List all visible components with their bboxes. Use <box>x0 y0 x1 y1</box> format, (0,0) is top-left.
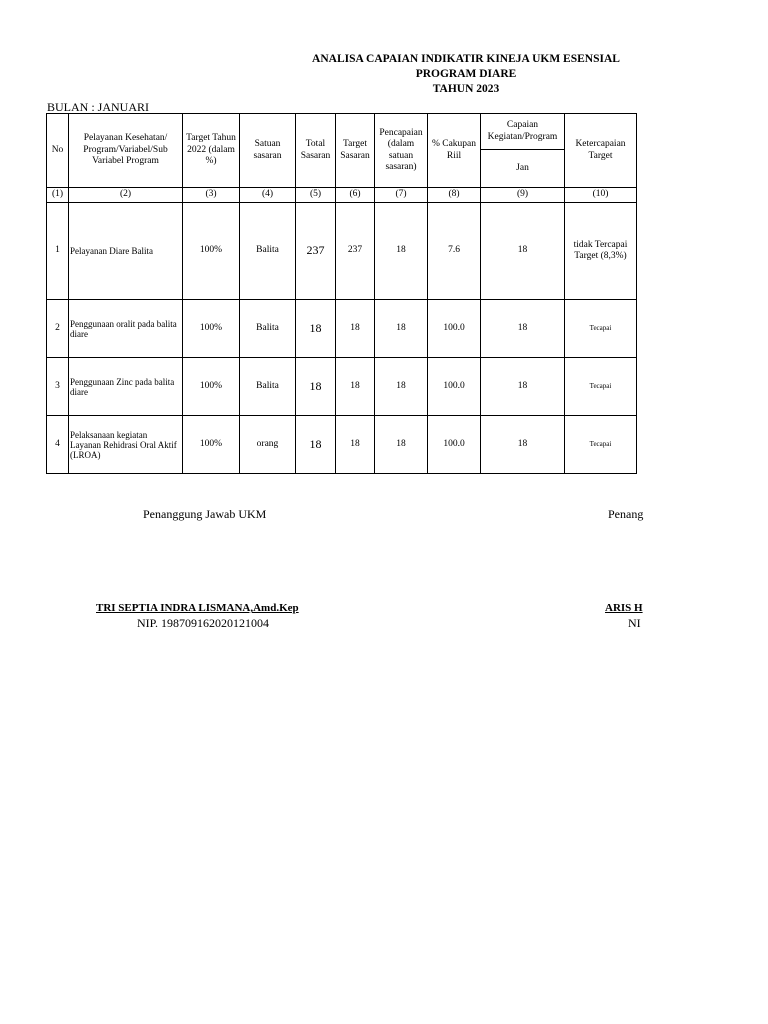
row-capaian: 18 <box>481 203 565 300</box>
header-pelayanan: Pelayanan Kesehatan/ Program/Variabel/Sub Variabel Program <box>69 114 183 188</box>
header-cakupan: % Cakupan Riil <box>428 114 481 188</box>
col-number: (7) <box>375 188 428 203</box>
row-target-sasaran: 237 <box>336 203 375 300</box>
row-pencapaian: 18 <box>375 416 428 474</box>
col-number: (10) <box>565 188 637 203</box>
row-name: Penggunaan Zinc pada balita diare <box>69 358 183 416</box>
right-signature-nip: NI <box>628 616 641 630</box>
left-signature-name: TRI SEPTIA INDRA LISMANA,Amd.Kep <box>96 602 299 614</box>
row-target-sasaran: 18 <box>336 300 375 358</box>
header-ketercapaian: Ketercapaian Target <box>565 114 637 188</box>
header-total: Total Sasaran <box>296 114 336 188</box>
col-number: (1) <box>47 188 69 203</box>
indicator-table <box>46 113 637 474</box>
col-number: (9) <box>481 188 565 203</box>
month-label: BULAN : JANUARI <box>47 100 149 114</box>
row-capaian: 18 <box>481 300 565 358</box>
table-row <box>47 300 637 358</box>
col-number: (4) <box>240 188 296 203</box>
right-signature-role: Penang <box>608 507 644 521</box>
table-row <box>47 358 637 416</box>
header-capaian-month: Jan <box>481 150 565 188</box>
row-total: 237 <box>296 203 336 300</box>
row-name: Pelayanan Diare Balita <box>69 203 183 300</box>
row-target: 100% <box>183 203 240 300</box>
row-total: 18 <box>296 358 336 416</box>
right-signature-name: ARIS H <box>605 602 643 614</box>
row-cakupan: 100.0 <box>428 300 481 358</box>
header-target-tahun: Target Tahun 2022 (dalam %) <box>183 114 240 188</box>
row-pencapaian: 18 <box>375 203 428 300</box>
report-title: ANALISA CAPAIAN INDIKATIR KINEJA UKM ESENSIAL <box>312 53 620 65</box>
row-cakupan: 100.0 <box>428 358 481 416</box>
row-no: 1 <box>47 203 69 300</box>
row-target-sasaran: 18 <box>336 358 375 416</box>
col-number: (6) <box>336 188 375 203</box>
header-no: No <box>47 114 69 188</box>
row-cakupan: 7.6 <box>428 203 481 300</box>
header-capaian: Capaian Kegiatan/Program <box>481 114 565 150</box>
row-capaian: 18 <box>481 416 565 474</box>
row-no: 3 <box>47 358 69 416</box>
left-signature-role: Penanggung Jawab UKM <box>143 507 267 521</box>
row-satuan: Balita <box>240 203 296 300</box>
report-year: TAHUN 2023 <box>432 83 500 95</box>
row-satuan: Balita <box>240 300 296 358</box>
indicator-table-clip <box>46 113 638 476</box>
col-number: (8) <box>428 188 481 203</box>
report-subtitle: PROGRAM DIARE <box>415 68 517 80</box>
row-pencapaian: 18 <box>375 358 428 416</box>
row-target: 100% <box>183 358 240 416</box>
row-ketercapaian: Tecapai <box>565 416 637 474</box>
col-number: (2) <box>69 188 183 203</box>
row-ketercapaian: Tecapai <box>565 300 637 358</box>
row-cakupan: 100.0 <box>428 416 481 474</box>
col-number: (5) <box>296 188 336 203</box>
row-ketercapaian: Tecapai <box>565 358 637 416</box>
col-number: (3) <box>183 188 240 203</box>
table-row <box>47 203 637 300</box>
table-row <box>47 416 637 474</box>
header-satuan: Satuan sasaran <box>240 114 296 188</box>
row-target: 100% <box>183 300 240 358</box>
row-ketercapaian: tidak Tercapai Target (8,3%) <box>565 203 637 300</box>
row-total: 18 <box>296 300 336 358</box>
row-name: Penggunaan oralit pada balita diare <box>69 300 183 358</box>
header-pencapaian: Pencapaian (dalam satuan sasaran) <box>375 114 428 188</box>
row-target-sasaran: 18 <box>336 416 375 474</box>
row-total: 18 <box>296 416 336 474</box>
header-target-sasaran: Target Sasaran <box>336 114 375 188</box>
row-pencapaian: 18 <box>375 300 428 358</box>
row-satuan: orang <box>240 416 296 474</box>
row-satuan: Balita <box>240 358 296 416</box>
row-target: 100% <box>183 416 240 474</box>
row-no: 4 <box>47 416 69 474</box>
row-no: 2 <box>47 300 69 358</box>
row-name: Pelaksanaan kegiatan Layanan Rehidrasi Oral Aktif (LROA) <box>69 416 183 474</box>
left-signature-nip: NIP. 198709162020121004 <box>137 616 270 630</box>
row-capaian: 18 <box>481 358 565 416</box>
